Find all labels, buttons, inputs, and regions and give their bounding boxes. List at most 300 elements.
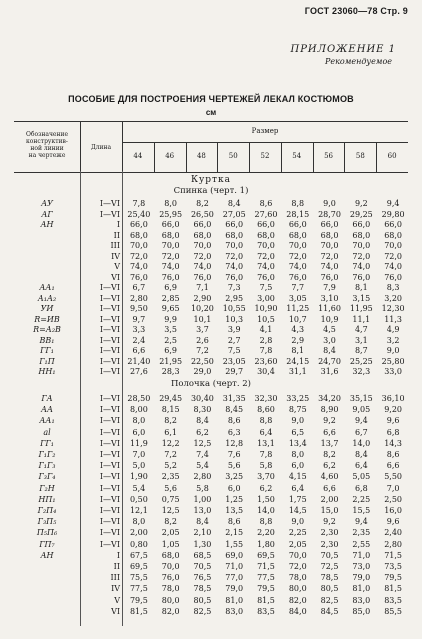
row-length: VI xyxy=(111,606,120,616)
row-value: 68,0 xyxy=(384,230,402,240)
row-value: 13,0 xyxy=(193,506,212,515)
row-value: 76,0 xyxy=(161,272,180,282)
row-value: 10,55 xyxy=(222,304,246,313)
row-value: 11,60 xyxy=(318,304,341,313)
row-value: 7,8 xyxy=(259,450,273,459)
row-value: 28,70 xyxy=(318,209,341,219)
table-row xyxy=(14,283,408,292)
row-length: I—VI xyxy=(99,209,120,219)
row-value: 29,80 xyxy=(381,209,405,219)
row-value: 1,50 xyxy=(257,494,275,504)
row-value: 3,70 xyxy=(257,472,275,482)
row-value: 83,0 xyxy=(225,606,244,616)
row-value: 76,0 xyxy=(384,272,402,282)
row-value: 13,1 xyxy=(257,438,275,448)
row-value: 21,95 xyxy=(159,356,183,366)
table-row xyxy=(14,584,408,593)
row-value: 71,0 xyxy=(225,562,244,571)
row-value: 4,1 xyxy=(259,325,273,334)
row-value: 2,05 xyxy=(288,539,307,549)
row-value: 1,80 xyxy=(257,539,275,549)
row-value: 6,5 xyxy=(291,427,305,437)
row-length: I—VI xyxy=(99,394,120,403)
row-length: I—VI xyxy=(99,427,120,437)
row-value: 66,0 xyxy=(161,220,180,229)
table-row xyxy=(14,495,408,504)
row-length: I—VI xyxy=(99,483,120,493)
row-value: 79,0 xyxy=(352,573,371,583)
row-value: 5,05 xyxy=(352,472,371,482)
row-value: 8,2 xyxy=(164,517,178,527)
row-designation: R=ИВ xyxy=(34,314,60,324)
table-body xyxy=(14,171,408,626)
size-header-56: 56 xyxy=(324,152,333,160)
row-value: 2,00 xyxy=(320,494,339,504)
row-value: 1,55 xyxy=(225,539,244,549)
row-value: 3,7 xyxy=(196,325,209,334)
row-value: 3,9 xyxy=(227,325,241,334)
table-row xyxy=(14,273,408,282)
row-value: 1,05 xyxy=(161,539,180,549)
row-value: 72,0 xyxy=(288,251,307,261)
row-designation: П₅П₆ xyxy=(36,528,58,538)
row-value: 26,50 xyxy=(190,209,214,219)
row-value: 8,1 xyxy=(291,346,305,355)
row-value: 69,5 xyxy=(129,562,148,571)
row-value: 2,4 xyxy=(132,335,146,345)
row-value: 9,05 xyxy=(352,405,371,415)
row-value: 4,15 xyxy=(288,472,307,482)
row-value: 0,80 xyxy=(129,539,148,549)
row-value: 9,7 xyxy=(132,314,146,324)
row-value: 25,40 xyxy=(127,209,151,219)
row-value: 2,9 xyxy=(291,335,305,345)
row-value: 81,5 xyxy=(129,606,148,616)
row-value: 10,9 xyxy=(320,314,339,324)
row-value: 8,6 xyxy=(386,450,400,459)
row-value: 70,0 xyxy=(129,241,148,250)
row-value: 2,85 xyxy=(161,293,180,303)
row-value: 81,5 xyxy=(257,595,275,605)
section-front-title: Полочка (черт. 2) xyxy=(171,379,251,389)
row-value: 5,0 xyxy=(132,461,146,471)
row-designation: Г₁Г₂ xyxy=(38,450,56,459)
row-value: 6,2 xyxy=(259,483,273,493)
row-value: 79,0 xyxy=(225,584,244,594)
row-value: 73,5 xyxy=(384,562,402,571)
row-length: I—VI xyxy=(99,539,120,549)
row-value: 2,25 xyxy=(288,528,307,538)
row-value: 6,2 xyxy=(196,427,209,437)
table-row xyxy=(14,394,408,403)
row-value: 9,0 xyxy=(291,416,305,426)
row-length: VI xyxy=(111,272,120,282)
row-value: 71,0 xyxy=(352,550,371,560)
row-value: 12,1 xyxy=(129,506,148,515)
row-value: 78,5 xyxy=(320,573,339,583)
row-value: 30,40 xyxy=(190,394,214,403)
row-value: 32,3 xyxy=(352,367,371,376)
row-value: 4,60 xyxy=(320,472,339,482)
row-value: 25,80 xyxy=(381,356,405,366)
row-value: 4,9 xyxy=(386,325,400,334)
row-value: 1,75 xyxy=(288,494,307,504)
row-value: 6,6 xyxy=(132,346,146,355)
row-value: 83,0 xyxy=(352,595,371,605)
row-value: 2,90 xyxy=(193,293,212,303)
row-value: 70,0 xyxy=(320,241,339,250)
row-value: 6,6 xyxy=(323,483,336,493)
row-value: 8,90 xyxy=(320,405,339,415)
row-value: 6,1 xyxy=(164,427,178,437)
row-length: I—VI xyxy=(99,335,120,345)
row-value: 6,9 xyxy=(164,283,178,292)
row-value: 6,3 xyxy=(227,427,241,437)
row-value: 0,50 xyxy=(129,494,148,504)
row-value: 27,6 xyxy=(129,367,148,376)
appendix-label: ПРИЛОЖЕНИЕ 1 xyxy=(290,44,396,55)
row-value: 2,00 xyxy=(129,528,148,538)
row-value: 8,1 xyxy=(354,283,368,292)
row-value: 69,5 xyxy=(257,550,275,560)
row-value: 5,8 xyxy=(196,483,209,493)
row-value: 4,5 xyxy=(323,325,336,334)
size-header-52: 52 xyxy=(260,152,270,160)
row-value: 81,0 xyxy=(225,595,244,605)
row-value: 2,80 xyxy=(193,472,212,482)
row-value: 70,0 xyxy=(352,241,371,250)
row-value: 70,0 xyxy=(193,241,212,250)
row-designation: ГГ₁ xyxy=(40,438,54,448)
row-value: 72,0 xyxy=(129,251,148,261)
row-value: 9,20 xyxy=(384,405,402,415)
row-value: 2,35 xyxy=(352,528,371,538)
row-value: 76,0 xyxy=(320,272,339,282)
row-value: 6,6 xyxy=(386,461,400,471)
row-value: 8,0 xyxy=(164,199,178,208)
row-value: 3,10 xyxy=(320,293,339,303)
row-designation: Г₃Г₄ xyxy=(38,472,56,482)
size-header-60: 60 xyxy=(387,152,397,160)
row-value: 9,0 xyxy=(323,199,336,208)
row-designation: АУ xyxy=(41,199,53,208)
row-designation: АН xyxy=(40,550,54,560)
table-row xyxy=(14,450,408,459)
row-value: 68,0 xyxy=(352,230,371,240)
row-value: 3,1 xyxy=(354,335,368,345)
row-value: 8,8 xyxy=(259,517,273,527)
row-value: 10,1 xyxy=(193,314,212,324)
row-value: 7,0 xyxy=(386,483,400,493)
col-size: Размер xyxy=(251,127,279,135)
row-value: 6,0 xyxy=(227,483,241,493)
row-length: II xyxy=(113,230,120,240)
section-jacket-title: Куртка xyxy=(191,175,231,185)
row-value: 8,00 xyxy=(129,405,148,415)
table-row xyxy=(14,439,408,448)
row-value: 8,4 xyxy=(196,517,209,527)
row-value: 12,5 xyxy=(161,506,180,515)
row-value: 66,0 xyxy=(320,220,339,229)
row-value: 14,0 xyxy=(352,438,371,448)
table-row xyxy=(14,461,408,470)
row-value: 73,0 xyxy=(352,562,371,571)
row-length: I—VI xyxy=(99,283,120,292)
row-designation: А₁А₂ xyxy=(37,293,57,303)
row-value: 6,8 xyxy=(354,483,368,493)
row-value: 72,0 xyxy=(225,251,244,261)
row-value: 11,1 xyxy=(352,314,371,324)
table-header xyxy=(14,121,408,173)
row-length: I—VI xyxy=(99,472,120,482)
row-value: 66,0 xyxy=(384,220,402,229)
row-value: 6,0 xyxy=(291,461,305,471)
row-value: 68,0 xyxy=(129,230,148,240)
row-value: 71,5 xyxy=(257,562,275,571)
row-length: I—VI xyxy=(99,461,120,471)
row-value: 8,8 xyxy=(259,416,273,426)
row-value: 80,0 xyxy=(288,584,307,594)
row-designation: Г₁П xyxy=(39,356,55,366)
row-value: 3,20 xyxy=(384,293,402,303)
row-value: 13,4 xyxy=(288,438,307,448)
row-designation: аl xyxy=(43,427,51,437)
row-value: 28,15 xyxy=(286,209,310,219)
row-value: 7,6 xyxy=(227,450,241,459)
row-value: 23,60 xyxy=(254,356,278,366)
row-designation: Г₂П₄ xyxy=(37,506,57,515)
row-value: 6,7 xyxy=(354,427,368,437)
row-length: I—VI xyxy=(99,325,120,334)
row-value: 27,05 xyxy=(222,209,246,219)
row-value: 70,5 xyxy=(320,550,339,560)
row-value: 1,25 xyxy=(225,494,244,504)
row-value: 5,8 xyxy=(259,461,273,471)
recommended-label: Рекомендуемое xyxy=(325,57,392,66)
row-value: 80,5 xyxy=(320,584,339,594)
row-value: 5,50 xyxy=(384,472,402,482)
row-value: 67,5 xyxy=(129,550,148,560)
row-value: 70,0 xyxy=(288,241,307,250)
row-designation: АГ xyxy=(41,209,53,219)
row-value: 68,0 xyxy=(161,550,180,560)
table-row xyxy=(14,607,408,616)
row-value: 13,5 xyxy=(225,506,244,515)
row-value: 79,5 xyxy=(129,595,148,605)
row-value: 29,25 xyxy=(349,209,373,219)
row-value: 3,15 xyxy=(352,293,371,303)
table-row xyxy=(14,241,408,250)
row-value: 70,5 xyxy=(193,562,212,571)
row-length: I—VI xyxy=(99,416,120,426)
row-value: 12,2 xyxy=(161,438,180,448)
row-designation: НП₁ xyxy=(38,494,56,504)
row-value: 66,0 xyxy=(129,220,148,229)
row-length: V xyxy=(114,262,120,271)
row-value: 3,25 xyxy=(225,472,244,482)
row-value: 82,0 xyxy=(161,606,180,616)
row-length: I—VI xyxy=(99,314,120,324)
row-length: III xyxy=(110,241,120,250)
row-length: I—VI xyxy=(99,356,120,366)
table-row xyxy=(14,573,408,582)
row-value: 8,75 xyxy=(288,405,307,415)
row-value: 35,15 xyxy=(349,394,373,403)
row-value: 6,2 xyxy=(323,461,336,471)
row-value: 7,2 xyxy=(164,450,178,459)
row-value: 29,0 xyxy=(193,367,212,376)
row-value: 10,5 xyxy=(257,314,275,324)
row-value: 84,5 xyxy=(320,606,339,616)
row-value: 72,0 xyxy=(193,251,212,261)
row-designation: ВВ₁ xyxy=(39,335,55,345)
row-value: 7,7 xyxy=(291,283,305,292)
row-designation: ГА xyxy=(41,394,53,403)
row-value: 82,5 xyxy=(320,595,339,605)
table-row xyxy=(14,294,408,303)
row-value: 80,0 xyxy=(161,595,180,605)
row-value: 31,35 xyxy=(222,394,246,403)
row-length: I—VI xyxy=(99,405,120,415)
row-value: 66,0 xyxy=(352,220,371,229)
row-value: 66,0 xyxy=(193,220,212,229)
row-value: 5,6 xyxy=(227,461,241,471)
row-designation: АА₁ xyxy=(39,283,55,292)
row-value: 8,2 xyxy=(164,416,178,426)
row-value: 8,8 xyxy=(291,199,305,208)
row-value: 8,4 xyxy=(227,199,241,208)
row-value: 6,9 xyxy=(164,346,178,355)
row-value: 9,65 xyxy=(161,304,180,313)
table-row xyxy=(14,506,408,515)
row-value: 76,0 xyxy=(352,272,371,282)
row-value: 2,50 xyxy=(384,494,402,504)
row-value: 81,0 xyxy=(352,584,371,594)
row-value: 9,4 xyxy=(354,517,368,527)
table-row xyxy=(14,416,408,425)
row-value: 10,90 xyxy=(254,304,278,313)
row-length: II xyxy=(113,562,120,571)
row-value: 29,7 xyxy=(225,367,244,376)
row-value: 7,0 xyxy=(132,450,146,459)
row-value: 27,60 xyxy=(254,209,278,219)
table-row xyxy=(14,315,408,324)
row-value: 6,6 xyxy=(323,427,336,437)
row-value: 7,3 xyxy=(227,283,241,292)
row-value: 76,0 xyxy=(161,573,180,583)
row-value: 8,0 xyxy=(132,517,146,527)
row-value: 7,5 xyxy=(227,346,241,355)
row-value: 82,0 xyxy=(288,595,307,605)
row-value: 74,0 xyxy=(161,262,180,271)
row-value: 72,5 xyxy=(320,562,339,571)
table-row xyxy=(14,220,408,229)
row-value: 70,0 xyxy=(257,241,275,250)
row-length: I—VI xyxy=(99,367,120,376)
row-value: 3,5 xyxy=(164,325,178,334)
row-length: I—VI xyxy=(99,517,120,527)
row-value: 74,0 xyxy=(257,262,275,271)
row-value: 74,0 xyxy=(129,262,148,271)
row-value: 9,50 xyxy=(129,304,148,313)
section-back-title: Спинка (черт. 1) xyxy=(173,186,249,196)
row-value: 2,7 xyxy=(227,335,241,345)
row-value: 68,0 xyxy=(288,230,307,240)
row-value: 2,40 xyxy=(384,528,402,538)
row-value: 70,0 xyxy=(384,241,402,250)
row-value: 24,15 xyxy=(286,356,310,366)
row-value: 12,8 xyxy=(225,438,244,448)
row-value: 23,05 xyxy=(222,356,246,366)
row-value: 74,0 xyxy=(288,262,307,271)
row-value: 0,75 xyxy=(161,494,180,504)
row-value: 7,2 xyxy=(196,346,209,355)
row-value: 8,3 xyxy=(386,283,400,292)
row-value: 8,60 xyxy=(257,405,275,415)
row-designation: АА₁ xyxy=(39,416,55,426)
row-value: 7,8 xyxy=(259,346,273,355)
row-value: 77,5 xyxy=(257,573,275,583)
row-value: 70,0 xyxy=(161,241,180,250)
row-value: 8,6 xyxy=(227,517,241,527)
row-value: 28,3 xyxy=(161,367,180,376)
row-length: I—VI xyxy=(99,528,120,538)
row-value: 74,0 xyxy=(193,262,212,271)
row-value: 7,9 xyxy=(323,283,336,292)
row-length: I—VI xyxy=(99,199,120,208)
row-value: 84,0 xyxy=(288,606,307,616)
row-value: 6,8 xyxy=(386,427,400,437)
table-row xyxy=(14,210,408,219)
row-value: 66,0 xyxy=(257,220,275,229)
row-value: 8,4 xyxy=(323,346,336,355)
row-value: 21,40 xyxy=(127,356,151,366)
row-value: 13,7 xyxy=(320,438,339,448)
row-value: 82,5 xyxy=(193,606,212,616)
row-value: 2,80 xyxy=(384,539,402,549)
row-value: 85,5 xyxy=(384,606,402,616)
row-value: 68,0 xyxy=(225,230,244,240)
row-value: 68,0 xyxy=(320,230,339,240)
row-value: 83,5 xyxy=(384,595,402,605)
row-value: 4,7 xyxy=(354,325,368,334)
row-value: 10,7 xyxy=(288,314,307,324)
row-value: 2,80 xyxy=(129,293,148,303)
row-value: 79,5 xyxy=(257,584,275,594)
row-value: 8,45 xyxy=(225,405,244,415)
row-value: 2,30 xyxy=(320,539,339,549)
row-value: 8,30 xyxy=(193,405,212,415)
row-value: 79,5 xyxy=(384,573,402,583)
row-value: 22,50 xyxy=(190,356,214,366)
row-value: 74,0 xyxy=(384,262,402,271)
row-value: 6,7 xyxy=(132,283,146,292)
row-value: 9,2 xyxy=(354,199,368,208)
row-value: 74,0 xyxy=(320,262,339,271)
table-row xyxy=(14,596,408,605)
row-value: 16,0 xyxy=(384,506,402,515)
table-row xyxy=(14,428,408,437)
table-row xyxy=(14,472,408,481)
row-value: 68,0 xyxy=(257,230,275,240)
row-value: 32,30 xyxy=(254,394,278,403)
row-value: 11,95 xyxy=(349,304,373,313)
row-designation: Г₁Г₃ xyxy=(38,461,56,471)
row-value: 72,0 xyxy=(288,562,307,571)
row-value: 8,15 xyxy=(161,405,180,415)
row-value: 2,30 xyxy=(320,528,339,538)
table-row xyxy=(14,405,408,414)
